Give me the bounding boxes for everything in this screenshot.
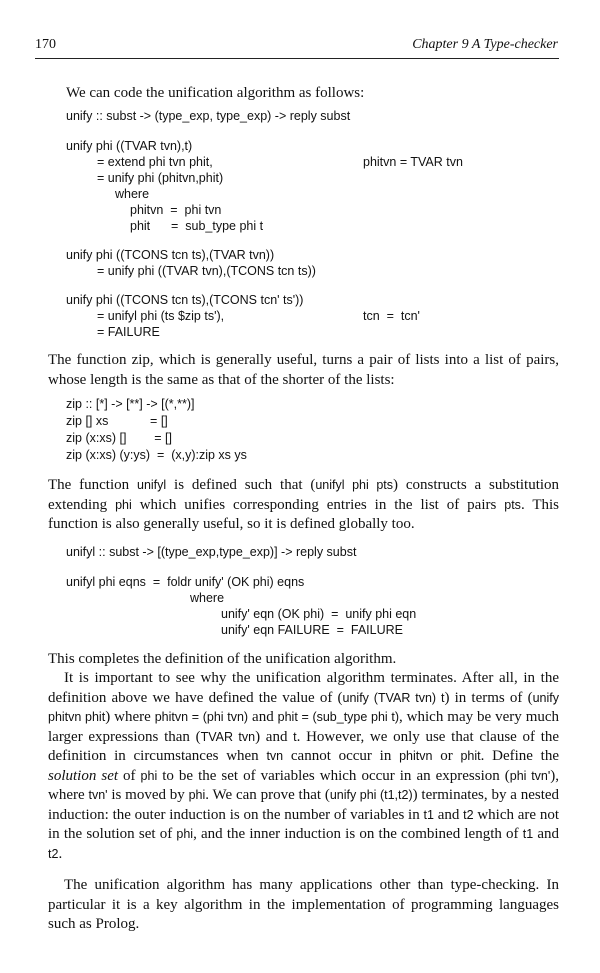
code-line: unify phi ((TCONS tcn ts),(TCONS tcn' ts')) [66,293,304,307]
code-line: unify phi ((TCONS tcn ts),(TVAR tvn)) [66,248,275,262]
code-keyword: where [115,187,150,201]
code-line: unify' eqn (OK phi) = unify phi eqn [221,607,417,621]
code-line: zip (x:xs) [] = [] [66,431,172,445]
code-line: unify :: subst -> (type_exp, type_exp) -> reply subst [66,109,351,123]
code-line: unifyl :: subst -> [(type_exp,type_exp)] -> reply subst [66,545,357,559]
code-guard: tcn = tcn' [363,309,420,323]
code-line: unify phi ((TVAR tvn),t) [66,139,193,153]
code-line: phitvn = phi tvn [130,203,222,217]
header-rule [35,58,559,59]
intro-text: We can code the unification algorithm as follows: [66,85,365,101]
code-line: unifyl phi eqns = foldr unify' (OK phi) eqns [66,575,305,589]
termination-paragraph: It is important to see why the unification algorithm terminates. After all, in the definition above we have defined the value of (unify (TVAR tvn) t) in terms of (unify phitvn phit) where phitvn = (phi tvn) and phit = (sub_type phi t), which may be very much larger expressions than (TVAR tvn) and t. However, we only use that clause of the definition in circumstances when tvn cannot occur in phitvn or phit. Define the solution set of phi to be the set of variables which occur in an expression (phi tvn'), where tvn' is moved by phi. We can prove that (unify phi (t1,t2)) terminates, by a nested induction: the outer induction is on the number of variables in t1 and t2 which are not in the solution set of phi, and the inner induction is on the combined length of t1 and t2. [48,670,560,862]
running-header: Chapter 9 A Type-checker [412,37,558,52]
page-number: 170 [35,37,56,52]
final-paragraph: The unification algorithm has many applications other than type-checking. In particular it is a key algorithm in the implementation of programming languages such as Prolog. [48,877,559,932]
zip-paragraph: The function zip, which is generally useful, turns a pair of lists into a list of pairs, whose length is the same as that of the shorter of the lists: [48,352,559,388]
code-line: = unifyl phi (ts $zip ts'), [97,309,225,323]
code-line: phit = sub_type phi t [130,219,264,233]
code-line: = extend phi tvn phit, [97,155,213,169]
code-guard: phitvn = TVAR tvn [363,155,463,169]
code-line: = unify phi ((TVAR tvn),(TCONS tcn ts)) [97,264,316,278]
unifyl-paragraph: The function unifyl is defined such that (unifyl phi pts) constructs a substitution extending phi which unifies corresponding entries in the list of pairs pts. This function is also generally useful, so it is defined globally too. [48,477,560,532]
code-line: unify' eqn FAILURE = FAILURE [221,623,403,637]
code-line: = FAILURE [97,325,160,339]
code-line: zip [] xs = [] [66,414,168,428]
code-line: zip :: [*] -> [**] -> [(*,**)] [66,397,195,411]
code-line: zip (x:xs) (y:ys) = (x,y):zip xs ys [66,448,247,462]
completes-text: This completes the definition of the unification algorithm. [48,651,397,667]
code-keyword: where [190,591,225,605]
code-line: = unify phi (phitvn,phit) [97,171,224,185]
